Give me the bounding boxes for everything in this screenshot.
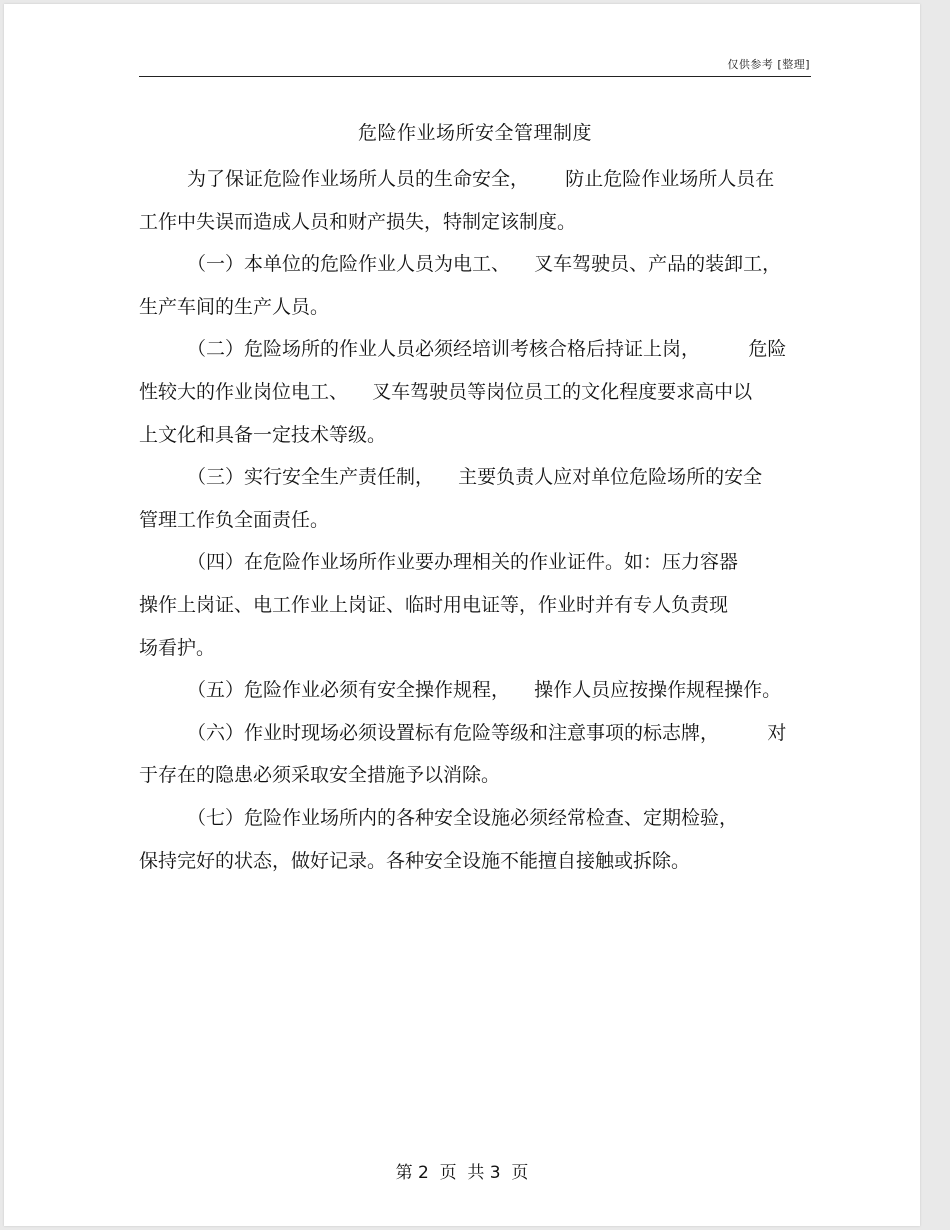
page-number: 第 2 页 共 3 页 (395, 1163, 529, 1183)
header-rule (139, 76, 811, 77)
body-line: 管理工作负全面责任。 (139, 508, 330, 531)
document-title: 危险作业场所安全管理制度 (357, 122, 592, 144)
document-page (4, 4, 920, 1226)
body-line: （二）危险场所的作业人员必须经培训考核合格后持证上岗， 危险 (187, 338, 787, 361)
body-line: （六）作业时现场必须设置标有危险等级和注意事项的标志牌， 对 (187, 721, 787, 744)
body-line: 工作中失误而造成人员和财产损失，特制定该制度。 (139, 210, 577, 233)
document-body (139, 158, 811, 882)
body-line: （七）危险作业场所内的各种安全设施必须经常检查、定期检验， (187, 806, 739, 829)
body-line: 上文化和具备一定技术等级。 (139, 423, 387, 446)
body-line: 性较大的作业岗位电工、 叉车驾驶员等岗位员工的文化程度要求高中以 (139, 380, 753, 403)
body-line: （五）危险作业必须有安全操作规程， 操作人员应按操作规程操作。 (187, 679, 782, 702)
body-line: 操作上岗证、电工作业上岗证、临时用电证等，作业时并有专人负责现 (139, 593, 729, 616)
body-line: （一）本单位的危险作业人员为电工、 叉车驾驶员、产品的装卸工， (187, 253, 782, 276)
body-line: 保持完好的状态，做好记录。各种安全设施不能擅自接触或拆除。 (139, 849, 691, 872)
body-line: （三）实行安全生产责任制， 主要负责人应对单位危险场所的安全 (187, 466, 763, 489)
body-line: 为了保证危险作业场所人员的生命安全， 防止危险作业场所人员在 (187, 168, 775, 190)
header-note: 仅供参考 [整理] (727, 58, 810, 71)
body-line: 生产车间的生产人员。 (139, 295, 330, 318)
body-line: 于存在的隐患必须采取安全措施予以消除。 (139, 764, 501, 787)
body-line: 场看护。 (139, 636, 216, 659)
body-line: （四）在危险作业场所作业要办理相关的作业证件。如：压力容器 (187, 551, 739, 574)
